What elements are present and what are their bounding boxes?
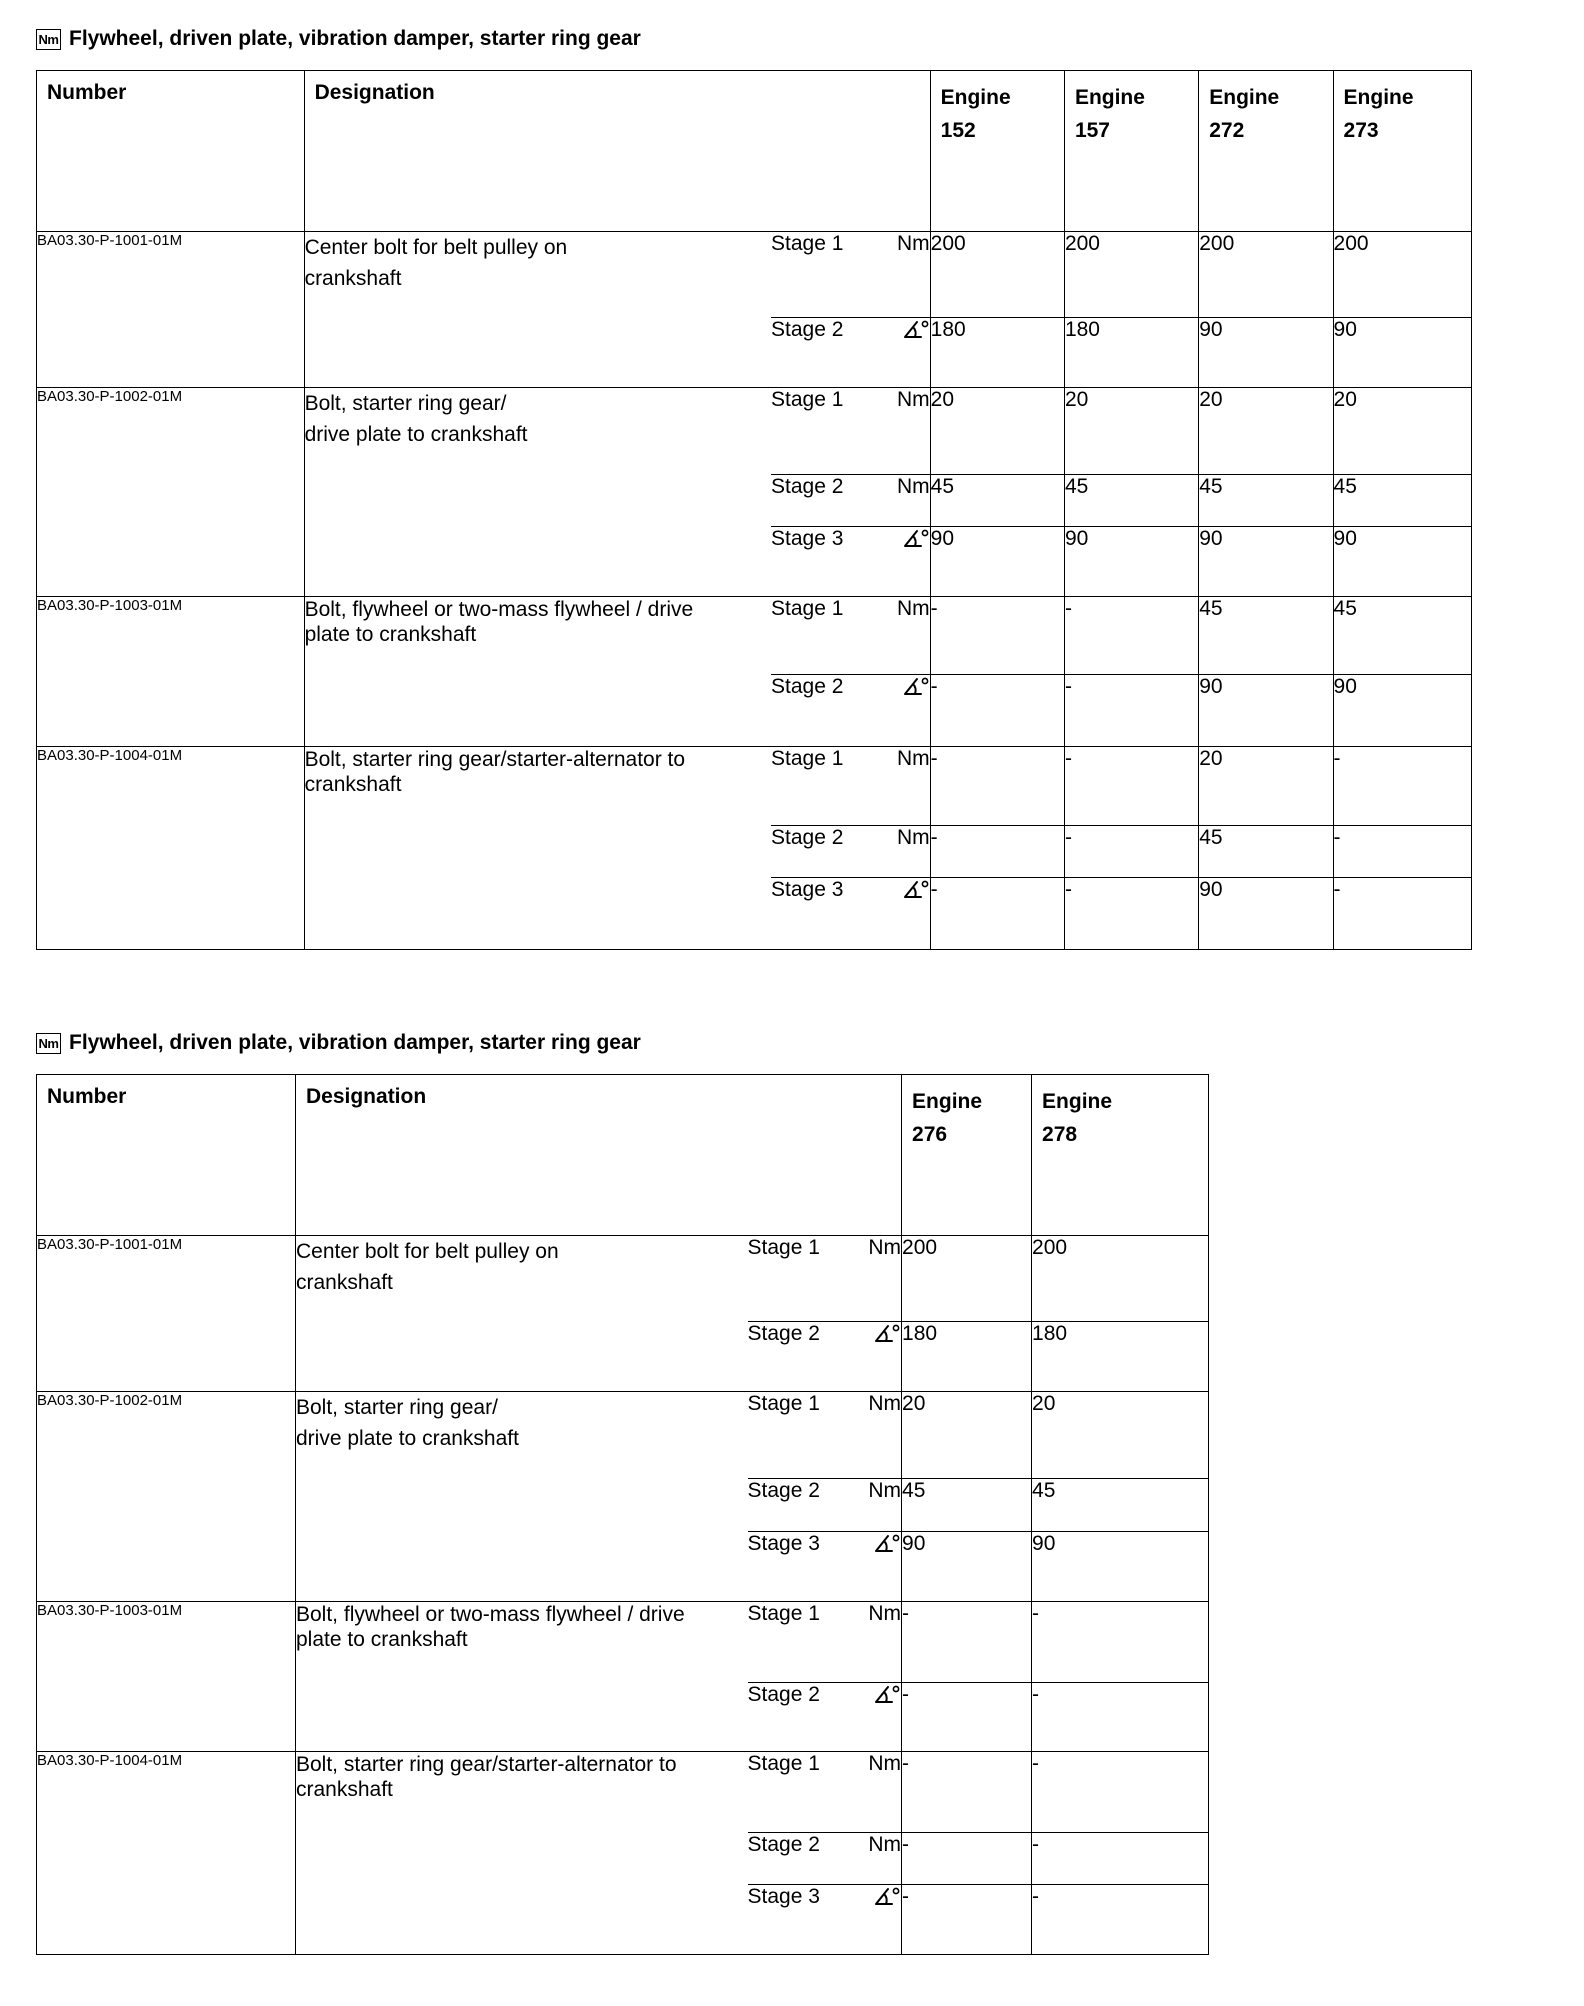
stage-label: Stage 2 <box>771 318 887 388</box>
table-row <box>37 1392 1209 1479</box>
torque-value: 45 <box>1199 826 1333 878</box>
part-number: BA03.30-P-1003-01M <box>37 1602 296 1752</box>
stage-label: Stage 1 <box>771 597 887 675</box>
stage-label: Stage 2 <box>748 1833 860 1885</box>
torque-value: 45 <box>1032 1479 1209 1532</box>
angle-value: 90 <box>1333 318 1471 388</box>
angle-value: - <box>902 1885 1032 1955</box>
angle-value: 180 <box>930 318 1064 388</box>
torque-table-2 <box>36 1074 1209 1955</box>
unit-nm: Nm <box>887 475 930 527</box>
torque-value: 45 <box>1333 597 1471 675</box>
unit-nm: Nm <box>860 1479 902 1532</box>
column-header-engine: Engine 273 <box>1333 71 1471 232</box>
designation: Bolt, flywheel or two-mass flywheel / drive plate to crankshaft <box>304 597 771 747</box>
stage-label: Stage 3 <box>771 878 887 950</box>
torque-value: 45 <box>1199 475 1333 527</box>
torque-value: 45 <box>1333 475 1471 527</box>
torque-value: 20 <box>1064 388 1198 475</box>
torque-value: - <box>1333 747 1471 826</box>
stage-label: Stage 1 <box>748 1236 860 1322</box>
torque-value: - <box>1064 597 1198 675</box>
unit-nm: Nm <box>860 1392 902 1479</box>
torque-value: 45 <box>902 1479 1032 1532</box>
angle-value: - <box>1032 1683 1209 1752</box>
torque-table-1 <box>36 70 1472 950</box>
stage-label: Stage 3 <box>771 527 887 597</box>
unit-nm: Nm <box>887 597 930 675</box>
designation: Center bolt for belt pulley on crankshaft <box>296 1236 748 1392</box>
torque-value: - <box>930 747 1064 826</box>
column-header-designation: Designation <box>304 71 930 232</box>
unit-nm: Nm <box>860 1236 902 1322</box>
column-header-designation: Designation <box>296 1075 902 1236</box>
angle-degree-icon <box>873 1532 901 1554</box>
angle-value: 90 <box>1199 318 1333 388</box>
table-row <box>37 232 1472 318</box>
unit-nm: Nm <box>860 1602 902 1683</box>
table-header <box>37 71 1472 232</box>
column-header-engine: Engine 152 <box>930 71 1064 232</box>
table-header <box>37 1075 1209 1236</box>
unit-nm: Nm <box>860 1833 902 1885</box>
torque-value: - <box>1032 1833 1209 1885</box>
torque-value: - <box>1032 1752 1209 1833</box>
angle-value: 90 <box>1064 527 1198 597</box>
section-title-text: Flywheel, driven plate, vibration damper, starter ring gear <box>69 27 641 50</box>
section-title-2 <box>36 1028 641 1058</box>
torque-value: - <box>930 597 1064 675</box>
torque-value: - <box>902 1752 1032 1833</box>
angle-value: 90 <box>1333 675 1471 747</box>
torque-value: - <box>930 826 1064 878</box>
stage-label: Stage 1 <box>748 1392 860 1479</box>
table-row <box>37 388 1472 475</box>
torque-value: 200 <box>1199 232 1333 318</box>
angle-value: 90 <box>1199 878 1333 950</box>
column-header-engine: Engine 276 <box>902 1075 1032 1236</box>
designation: Bolt, starter ring gear/starter-alternator to crankshaft <box>304 747 771 950</box>
section-title-1 <box>36 24 641 54</box>
torque-value: 200 <box>1064 232 1198 318</box>
angle-degree-icon <box>873 1322 901 1344</box>
torque-value: 20 <box>902 1392 1032 1479</box>
torque-value: 20 <box>1032 1392 1209 1479</box>
column-header-engine: Engine 278 <box>1032 1075 1209 1236</box>
column-header-number: Number <box>37 71 305 232</box>
torque-value: 20 <box>930 388 1064 475</box>
stage-label: Stage 1 <box>748 1752 860 1833</box>
angle-degree-icon <box>902 527 930 549</box>
unit-nm: Nm <box>860 1752 902 1833</box>
stage-label: Stage 2 <box>748 1683 860 1752</box>
angle-value: 90 <box>1199 675 1333 747</box>
torque-value: 20 <box>1333 388 1471 475</box>
stage-label: Stage 2 <box>748 1479 860 1532</box>
angle-value: 90 <box>902 1532 1032 1602</box>
angle-value: - <box>930 878 1064 950</box>
designation: Bolt, flywheel or two-mass flywheel / drive plate to crankshaft <box>296 1602 748 1752</box>
torque-value: 45 <box>930 475 1064 527</box>
stage-label: Stage 2 <box>771 475 887 527</box>
torque-value: 200 <box>1032 1236 1209 1322</box>
torque-value: 45 <box>1199 597 1333 675</box>
torque-value: 200 <box>902 1236 1032 1322</box>
stage-label: Stage 1 <box>771 232 887 318</box>
torque-value: - <box>902 1833 1032 1885</box>
angle-value: - <box>902 1683 1032 1752</box>
designation: Bolt, starter ring gear/ drive plate to crankshaft <box>296 1392 748 1602</box>
part-number: BA03.30-P-1002-01M <box>37 388 305 597</box>
stage-label: Stage 2 <box>771 675 887 747</box>
stage-label: Stage 1 <box>771 388 887 475</box>
stage-label: Stage 2 <box>748 1322 860 1392</box>
torque-value: - <box>1032 1602 1209 1683</box>
stage-label: Stage 3 <box>748 1532 860 1602</box>
table-row <box>37 597 1472 675</box>
torque-value: - <box>1064 747 1198 826</box>
unit-nm: Nm <box>887 388 930 475</box>
unit-nm: Nm <box>887 826 930 878</box>
column-header-engine: Engine 157 <box>1064 71 1198 232</box>
torque-value: - <box>902 1602 1032 1683</box>
angle-degree-icon <box>902 878 930 900</box>
designation: Bolt, starter ring gear/starter-alternator to crankshaft <box>296 1752 748 1955</box>
angle-degree-icon <box>902 318 930 340</box>
angle-value: - <box>1032 1885 1209 1955</box>
angle-value: 90 <box>930 527 1064 597</box>
torque-value: 20 <box>1199 747 1333 826</box>
stage-label: Stage 1 <box>771 747 887 826</box>
designation: Bolt, starter ring gear/ drive plate to crankshaft <box>304 388 771 597</box>
torque-value: 45 <box>1064 475 1198 527</box>
table-row <box>37 1752 1209 1833</box>
designation: Center bolt for belt pulley on crankshaft <box>304 232 771 388</box>
unit-nm: Nm <box>887 232 930 318</box>
part-number: BA03.30-P-1004-01M <box>37 747 305 950</box>
angle-value: - <box>1333 878 1471 950</box>
stage-label: Stage 1 <box>748 1602 860 1683</box>
unit-nm: Nm <box>887 747 930 826</box>
angle-value: - <box>1064 675 1198 747</box>
torque-value: 200 <box>1333 232 1471 318</box>
stage-label: Stage 3 <box>748 1885 860 1955</box>
angle-value: 180 <box>902 1322 1032 1392</box>
column-header-number: Number <box>37 1075 296 1236</box>
part-number: BA03.30-P-1004-01M <box>37 1752 296 1955</box>
angle-value: 90 <box>1199 527 1333 597</box>
angle-value: - <box>930 675 1064 747</box>
table-row <box>37 1602 1209 1683</box>
part-number: BA03.30-P-1002-01M <box>37 1392 296 1602</box>
angle-value: 90 <box>1032 1532 1209 1602</box>
column-header-engine: Engine 272 <box>1199 71 1333 232</box>
table-row <box>37 747 1472 826</box>
torque-value: 200 <box>930 232 1064 318</box>
torque-value: - <box>1333 826 1471 878</box>
torque-value: - <box>1064 826 1198 878</box>
angle-value: 180 <box>1064 318 1198 388</box>
table-row <box>37 1236 1209 1322</box>
angle-degree-icon <box>873 1683 901 1705</box>
angle-value: - <box>1064 878 1198 950</box>
angle-degree-icon <box>902 675 930 697</box>
part-number: BA03.30-P-1001-01M <box>37 1236 296 1392</box>
torque-nm-icon: Nm <box>36 1033 61 1054</box>
part-number: BA03.30-P-1001-01M <box>37 232 305 388</box>
angle-value: 180 <box>1032 1322 1209 1392</box>
angle-degree-icon <box>873 1885 901 1907</box>
section-title-text: Flywheel, driven plate, vibration damper, starter ring gear <box>69 1031 641 1054</box>
stage-label: Stage 2 <box>771 826 887 878</box>
part-number: BA03.30-P-1003-01M <box>37 597 305 747</box>
torque-value: 20 <box>1199 388 1333 475</box>
torque-nm-icon: Nm <box>36 29 61 50</box>
angle-value: 90 <box>1333 527 1471 597</box>
